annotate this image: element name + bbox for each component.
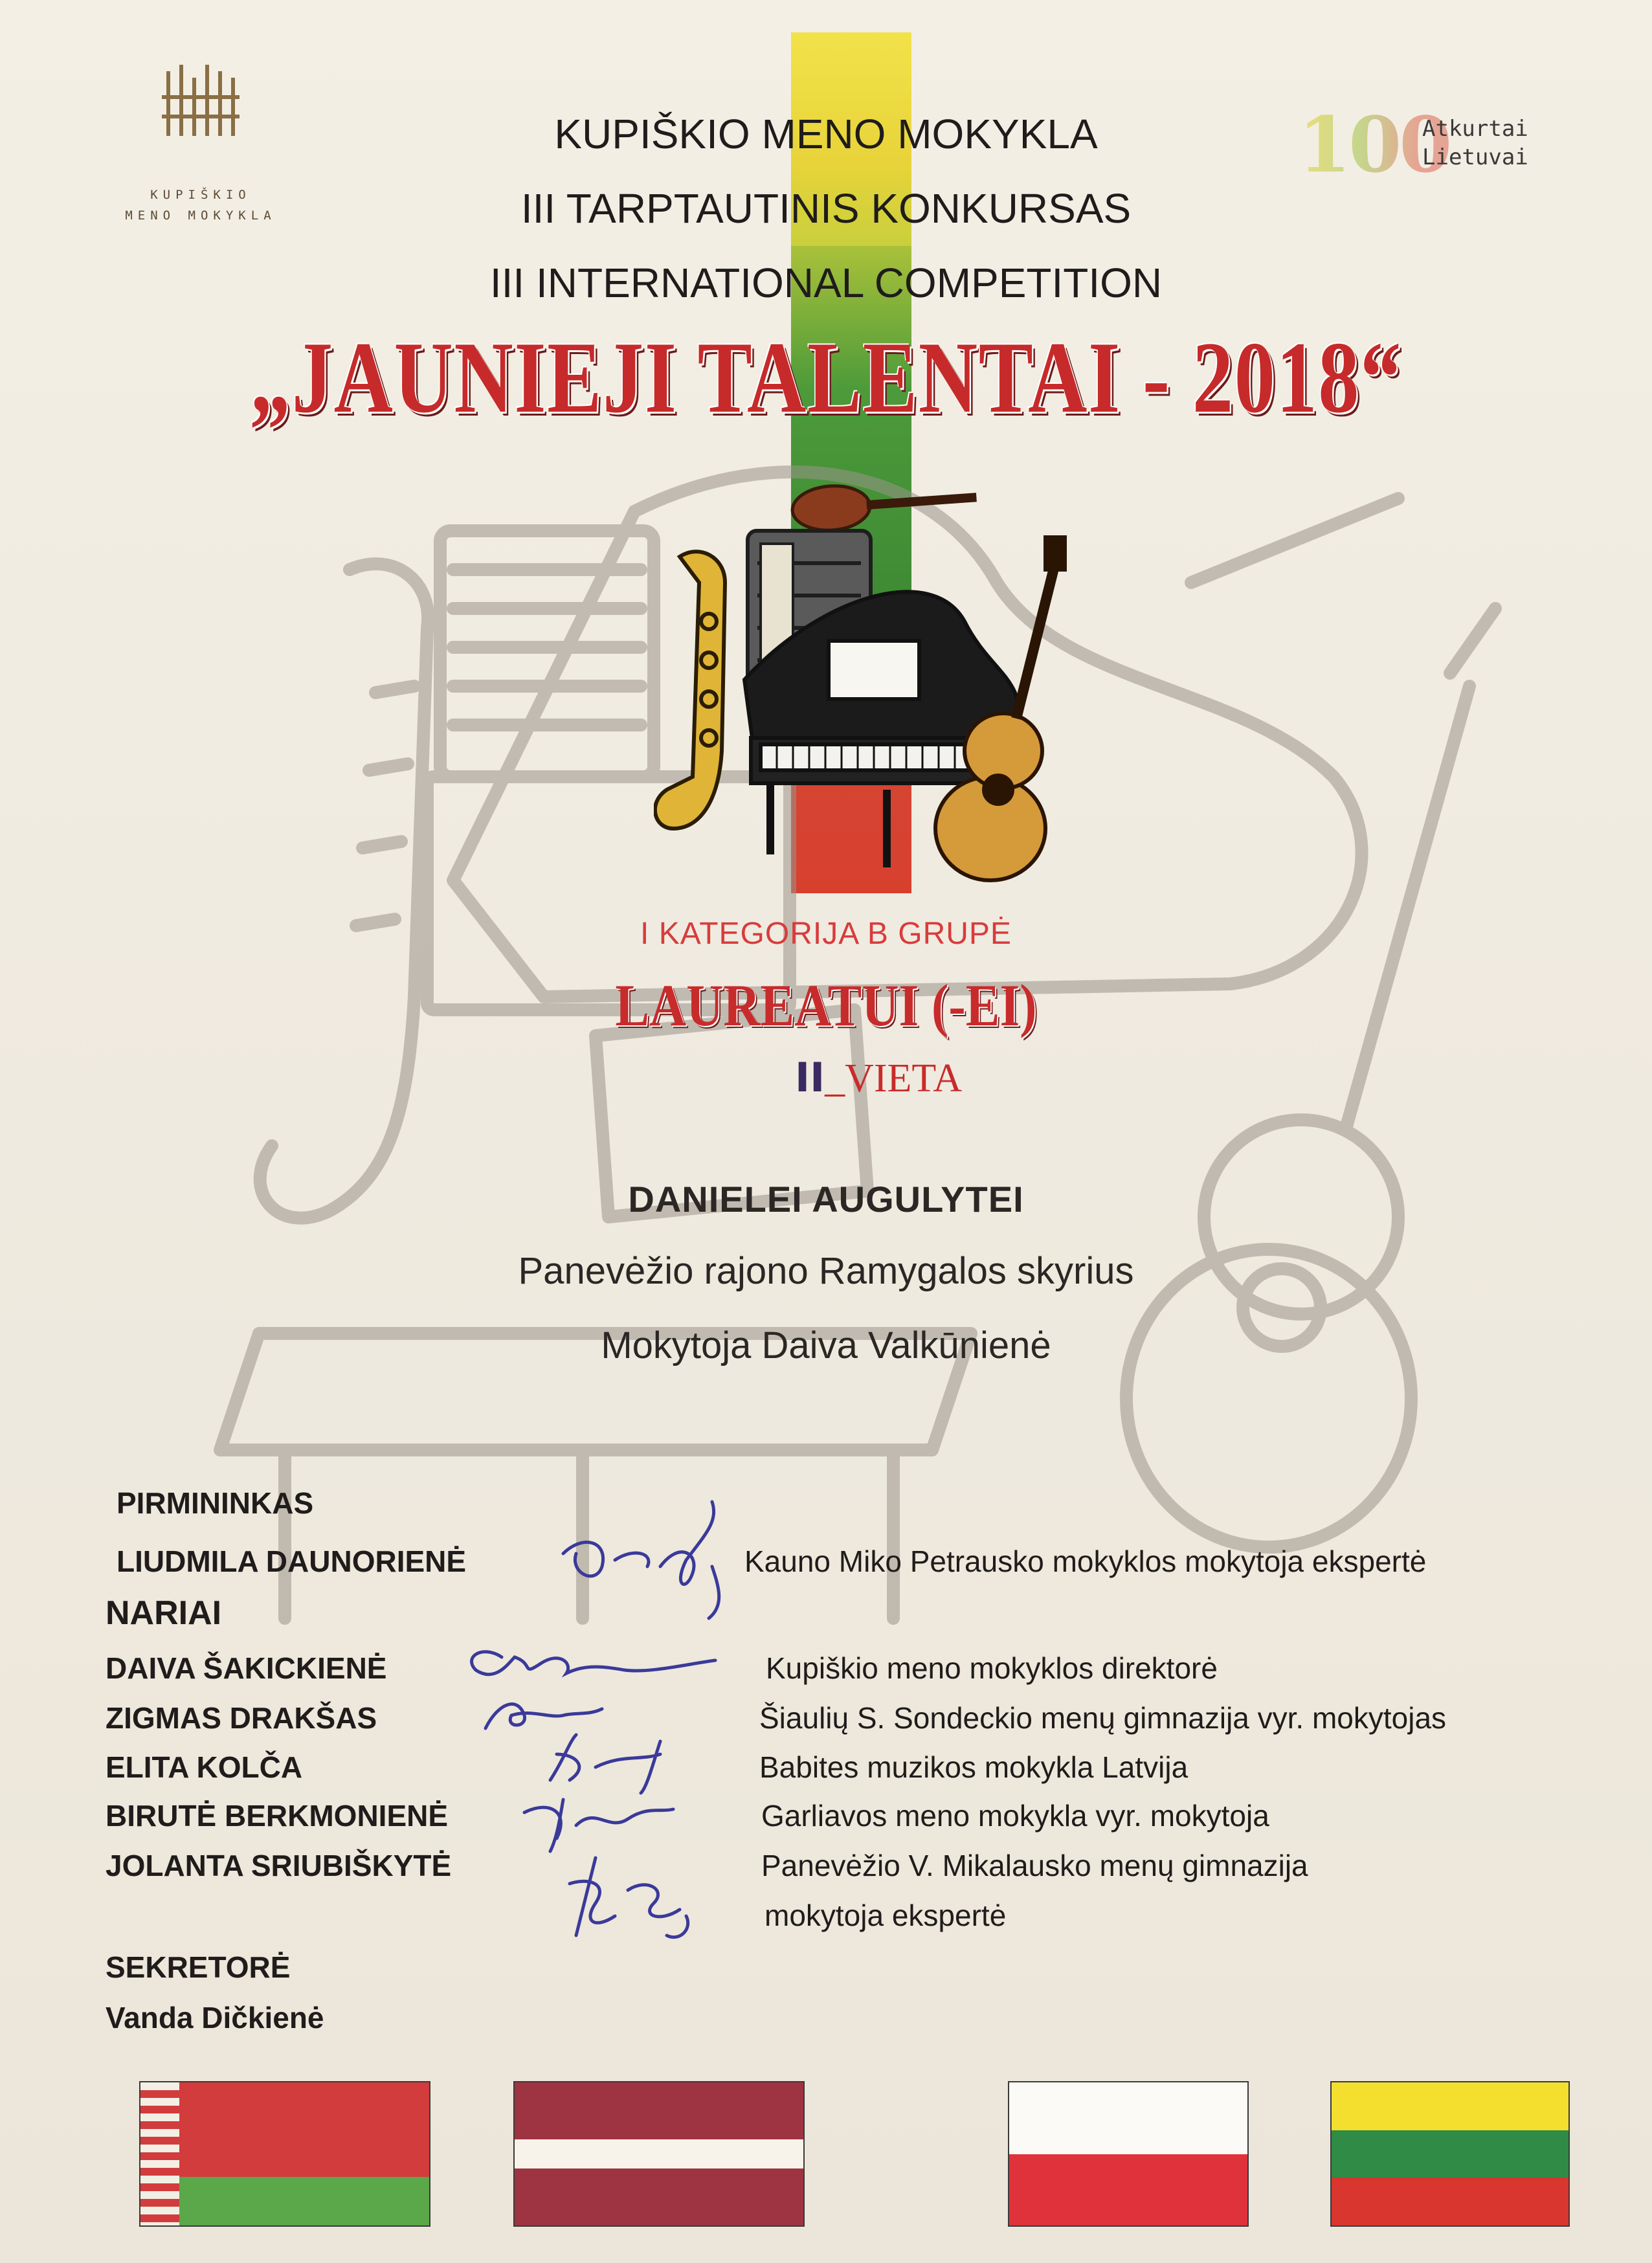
jury-member-affiliation: Šiaulių S. Sondeckio menų gimnazija vyr. mokytojas: [759, 1701, 1447, 1735]
jury-member-name: JOLANTA SRIUBIŠKYTĖ: [106, 1849, 452, 1882]
signature-member-5: [557, 1845, 725, 1948]
award-recipient: DANIELEI AUGULYTEI: [628, 1179, 1024, 1220]
jury-member-name: BIRUTĖ BERKMONIENĖ: [106, 1799, 449, 1833]
secretary-heading: SEKRETORĖ: [106, 1950, 291, 1984]
jury-members-heading: NARIAI: [106, 1594, 222, 1632]
award-category: I KATEGORIJA B GRUPĖ: [640, 917, 1012, 951]
award-laureate: LAUREATUI (-EI): [615, 972, 1037, 1038]
competition-title: „JAUNIEJI TALENTAI - 2018“: [250, 321, 1402, 434]
heading-contest-en: III INTERNATIONAL COMPETITION: [489, 260, 1163, 306]
lithuania-flag: [1330, 2081, 1570, 2227]
anniversary-number: 100: [1298, 100, 1450, 190]
jury-member-affiliation: Garliavos meno mokykla vyr. mokytoja: [761, 1799, 1269, 1833]
school-logo-line1: KUPIŠKIO: [150, 188, 251, 202]
heading-contest-lt: III TARPTAUTINIS KONKURSAS: [520, 185, 1132, 232]
jury-chair-heading: PIRMININKAS: [117, 1486, 314, 1520]
jury-member-name: DAIVA ŠAKICKIENĖ: [106, 1651, 387, 1685]
award-place: [795, 1054, 962, 1102]
jury-chair-name: LIUDMILA DAUNORIENĖ: [117, 1544, 467, 1578]
jury-member-affiliation: Babites muzikos mokykla Latvija: [759, 1750, 1189, 1784]
jury-member-name: ZIGMAS DRAKŠAS: [106, 1701, 377, 1735]
school-logo-line2: MENO MOKYKLA: [125, 208, 276, 223]
poland-flag: [1008, 2081, 1249, 2227]
award-place-handwritten: II: [795, 1054, 825, 1101]
instruments-illustration: [654, 466, 1068, 887]
jury-member-affiliation-line2: mokytoja ekspertė: [765, 1899, 1007, 1932]
jury-member-name: ELITA KOLČA: [106, 1750, 303, 1784]
signature-member-1: [456, 1638, 728, 1683]
anniversary-text-line1: Atkurtai: [1422, 116, 1528, 142]
latvia-flag: [513, 2081, 805, 2227]
signature-chair: [557, 1495, 770, 1625]
heading-school: KUPIŠKIO MENO MOKYKLA: [554, 111, 1098, 157]
jury-member-affiliation: Kupiškio meno mokyklos direktorė: [766, 1651, 1218, 1685]
award-place-label: _VIETA: [825, 1056, 963, 1100]
award-school: Panevėžio rajono Ramygalos skyrius: [518, 1250, 1134, 1292]
belarus-flag: [139, 2081, 430, 2227]
jury-chair-affiliation: Kauno Miko Petrausko mokyklos mokytoja ekspertė: [744, 1544, 1427, 1578]
award-teacher: Mokytoja Daiva Valkūnienė: [601, 1324, 1051, 1366]
anniversary-text-line2: Lietuvai: [1422, 144, 1528, 170]
secretary-name: Vanda Dičkienė: [106, 2001, 324, 2034]
jury-member-affiliation: Panevėžio V. Mikalausko menų gimnazija: [761, 1849, 1308, 1882]
